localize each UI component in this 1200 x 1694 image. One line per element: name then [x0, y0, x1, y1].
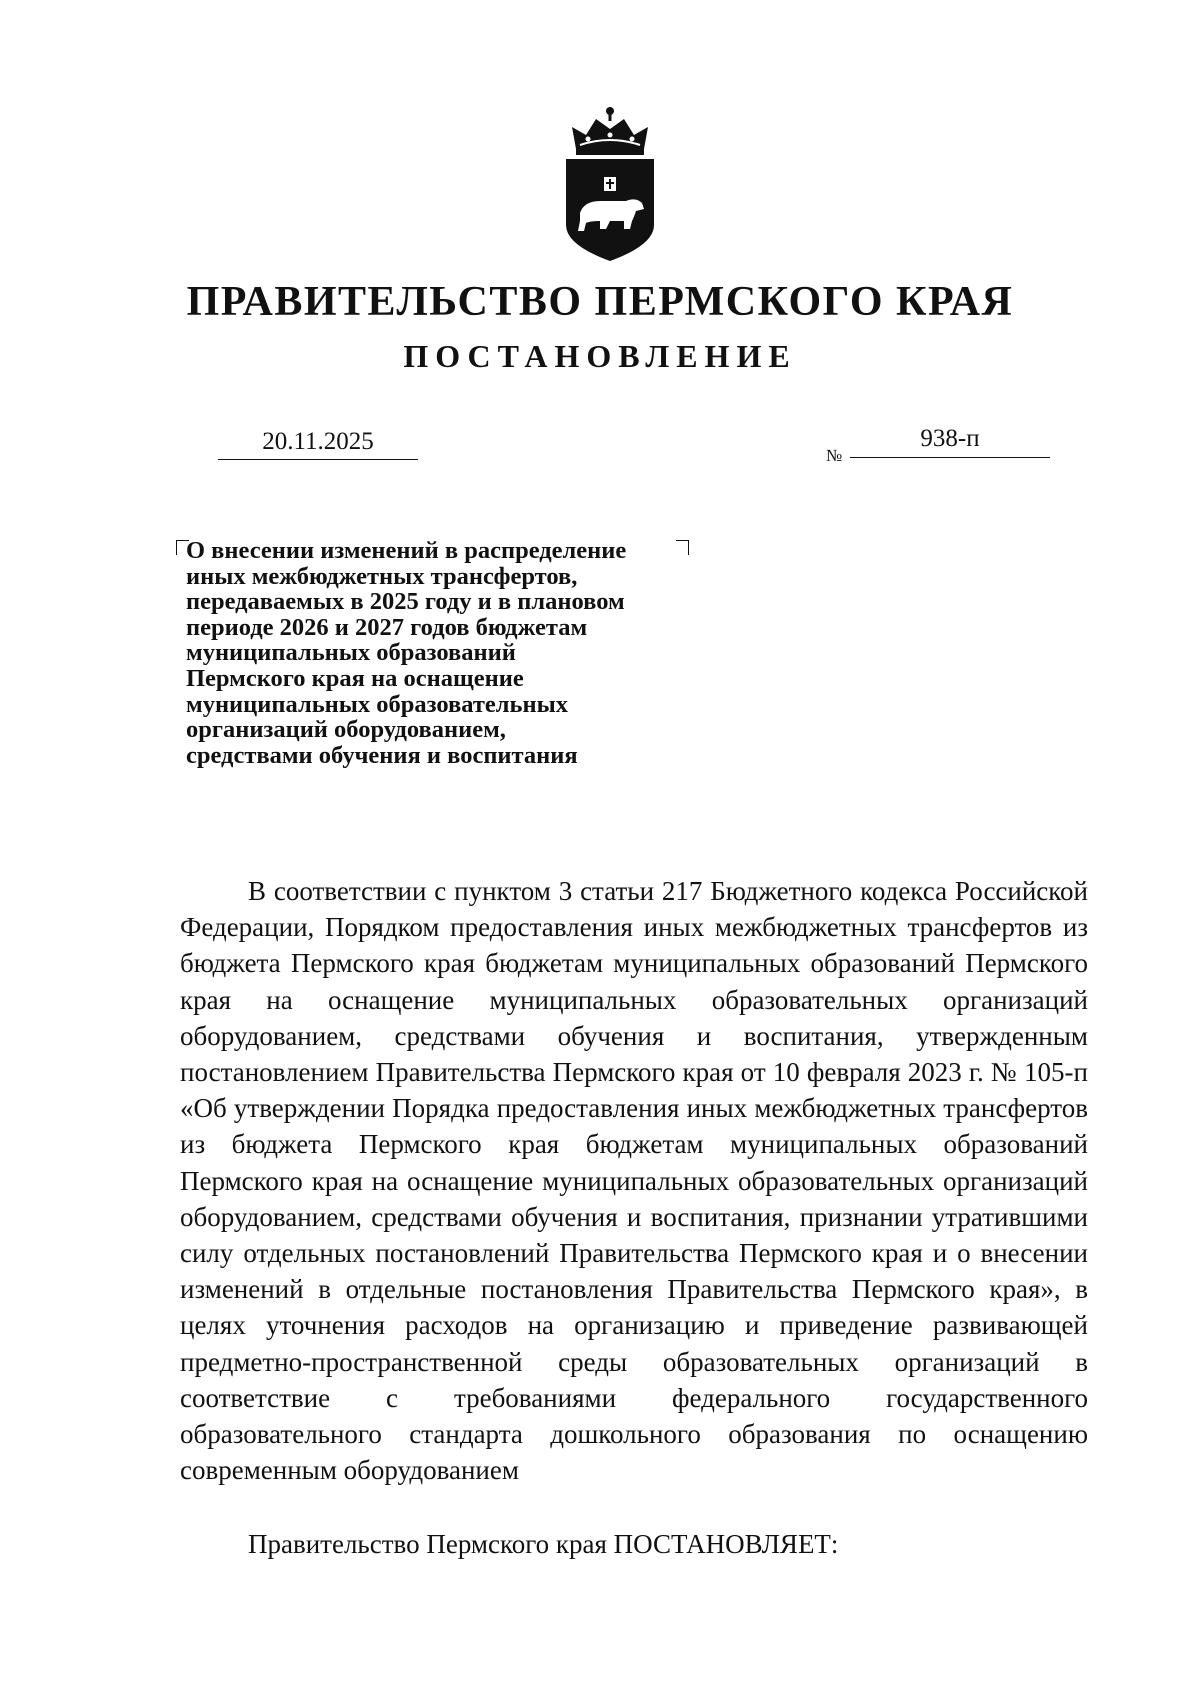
document-number: 938-п — [850, 421, 1050, 458]
subject-line: иных межбюджетных трансфертов, — [186, 562, 578, 590]
coat-of-arms-emblem — [560, 105, 660, 263]
subject-line: муниципальных образований — [186, 639, 516, 667]
subject-line: муниципальных образовательных — [186, 690, 568, 718]
subject-line: средствами обучения и воспитания — [186, 741, 578, 769]
subject-line: передаваемых в 2025 году и в плановом — [186, 588, 625, 616]
subject-line: Пермского края на оснащение — [186, 664, 524, 692]
subject-line: О внесении изменений в распределение — [186, 537, 627, 564]
subject-line: организаций оборудованием, — [186, 716, 506, 744]
document-date: 20.11.2025 — [218, 425, 418, 460]
document-type: ПОСТАНОВЛЕНИЕ — [403, 338, 797, 374]
number-sign: № — [826, 446, 843, 465]
resolution-line: Правительство Пермского края ПОСТАНОВЛЯЕТ: — [248, 1529, 839, 1559]
subject-line: периоде 2026 и 2027 годов бюджетам — [186, 613, 588, 641]
document-subject — [186, 538, 706, 768]
org-title: ПРАВИТЕЛЬСТВО ПЕРМСКОГО КРАЯ — [186, 279, 1014, 325]
preamble-paragraph: В соответствии с пунктом 3 статьи 217 Бюджетного кодекса Российской Федерации, Порядком предоставления иных межбюджетных трансфертов из бюджета Пермского края бюджетам муниципальных образований Пермского края на оснащение муниципальных образовательных организаций оборудованием, средствами обучения и воспитания, утвержденным постановлением Правительства Пермского края от 10 февраля 2023 г. № 105-п «Об утверждении Порядка предоставления иных межбюджетных трансфертов из бюджета Пермского края бюджетам муниципальных образований Пермского края на оснащение муниципальных образовательных организаций оборудованием, средствами обучения и воспитания, признании утратившими силу отдельных постановлений Правительства Пермского края и о внесении изменений в отдельные постановления Правительства Пермского края», в целях уточнения расходов на организацию и приведение развивающей предметно-пространственной среды образовательных организаций в соответствие с требованиями федерального государственного образовательного стандарта дошкольного образования по оснащению современным оборудованием — [180, 876, 1088, 1486]
